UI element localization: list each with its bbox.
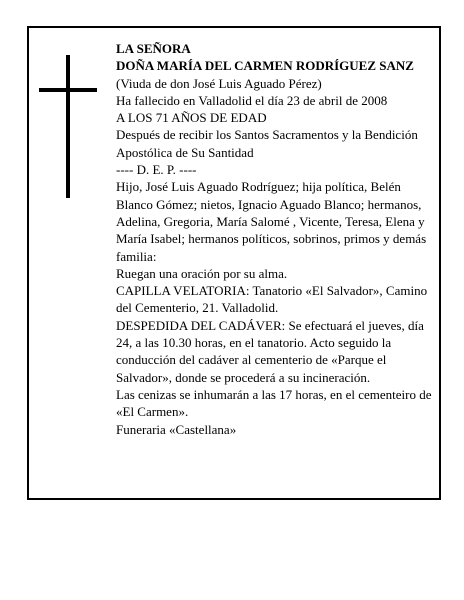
header-title: LA SEÑORA — [116, 41, 191, 56]
chapel-info: CAPILLA VELATORIA: Tanatorio «El Salvador», Camino del Cementerio, 21. Valladolid. — [116, 283, 428, 316]
death-line: Ha fallecido en Valladolid el día 23 de abril de 2008 — [116, 92, 388, 108]
deceased-name: DOÑA MARÍA DEL CARMEN RODRÍGUEZ SANZ — [116, 58, 414, 74]
cross-vertical-bar — [66, 55, 70, 198]
obituary-text — [116, 40, 436, 438]
age-line: A LOS 71 AÑOS DE EDAD — [116, 110, 267, 126]
widow-line: (Viuda de don José Luis Aguado Pérez) — [116, 75, 322, 91]
funeral-home: Funeraria «Castellana» — [116, 421, 237, 437]
farewell-info: DESPEDIDA DEL CADÁVER: Se efectuará el jueves, día 24, a las 10.30 horas, en el tanatorio. Acto seguido la conducción del cadáver al cementerio de «Parque el Salvador», donde se procederá a su incineración. — [116, 317, 424, 385]
ashes-info: Las cenizas se inhumarán a las 17 horas, en el cementeiro de «El Carmen». — [116, 386, 432, 420]
obituary-notice — [27, 26, 441, 500]
cross-horizontal-bar — [39, 88, 97, 92]
rip-line: ---- D. E. P. ---- — [116, 162, 197, 178]
prayer-request: Ruegan una oración por su alma. — [116, 265, 288, 281]
sacraments-line: Después de recibir los Santos Sacramentos y la Bendición Apostólica de Su Santidad — [116, 127, 418, 160]
family-list: Hijo, José Luis Aguado Rodríguez; hija política, Belén Blanco Gómez; nietos, Ignacio Aguado Blanco; hermanos, Adelina, Gregoria, María Salomé , Vicente, Teresa, Elena y María Isabel; hermanos políticos, sobrinos, primos y demás familia: — [116, 179, 427, 264]
